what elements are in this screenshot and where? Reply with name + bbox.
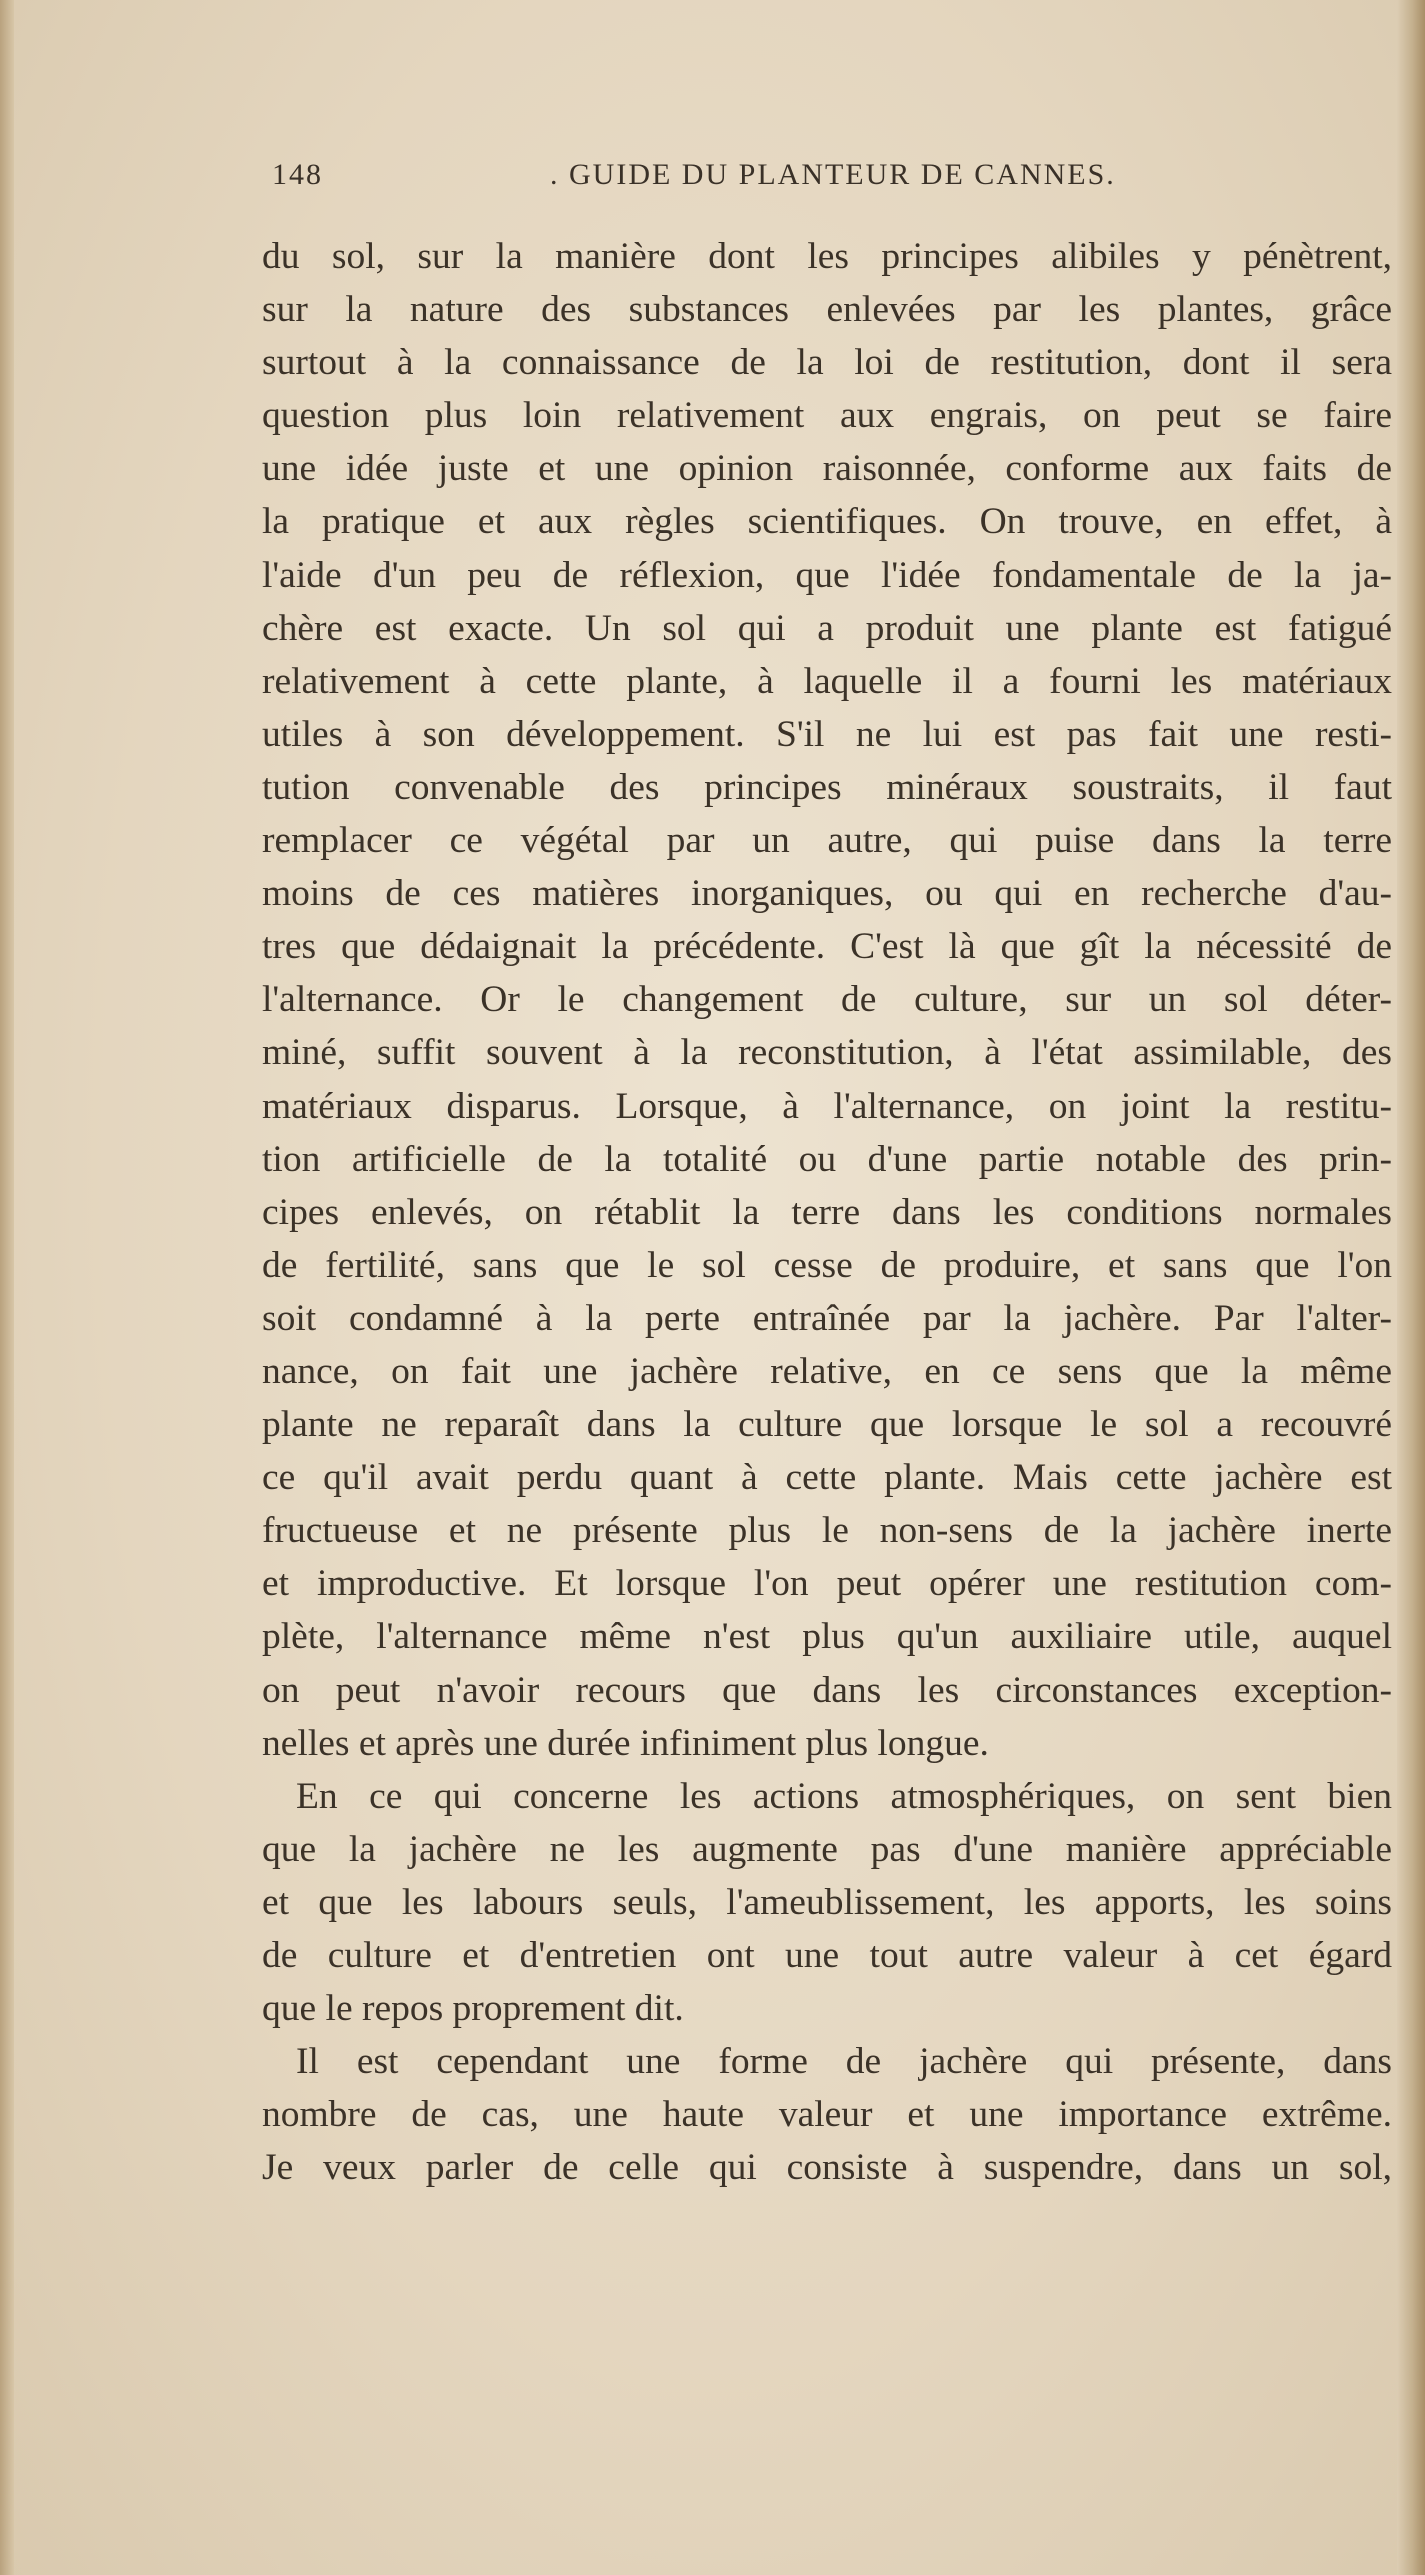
text-line: soit condamné à la perte entraînée par la jachère. Par l'alter- <box>262 1297 1392 1339</box>
text-line: miné, suffit souvent à la reconstitution, à l'état assimilable, des <box>262 1032 1392 1074</box>
text-line: que le repos proprement dit. <box>262 1988 684 2030</box>
text-line: moins de ces matières inorganiques, ou qui en recherche d'au- <box>262 873 1392 915</box>
page-number: 148 <box>272 158 323 191</box>
text-line: l'alternance. Or le changement de culture, sur un sol déter- <box>262 979 1392 1021</box>
text-line: tion artificielle de la totalité ou d'une partie notable des prin- <box>262 1138 1392 1180</box>
text-line: cipes enlevés, on rétablit la terre dans les conditions normales <box>262 1191 1392 1233</box>
text-line: Je veux parler de celle qui consiste à suspendre, dans un sol, <box>262 2147 1392 2189</box>
text-line: utiles à son développement. S'il ne lui est pas fait une resti- <box>262 713 1392 755</box>
text-line: nelles et après une durée infiniment plus longue. <box>262 1722 989 1764</box>
text-line: l'aide d'un peu de réflexion, que l'idée fondamentale de la ja- <box>262 554 1392 596</box>
text-line: la pratique et aux règles scientifiques. On trouve, en effet, à <box>262 501 1392 543</box>
running-header <box>272 158 1172 202</box>
text-line: nombre de cas, une haute valeur et une importance extrême. <box>262 2094 1392 2136</box>
text-line: fructueuse et ne présente plus le non-sens de la jachère inerte <box>262 1510 1392 1552</box>
text-line: sur la nature des substances enlevées par les plantes, grâce <box>262 289 1392 331</box>
page-right-edge <box>1397 0 1425 2575</box>
text-line: relativement à cette plante, à laquelle il a fourni les matériaux <box>262 660 1392 702</box>
text-line: ce qu'il avait perdu quant à cette plante. Mais cette jachère est <box>262 1457 1392 1499</box>
text-line: de culture et d'entretien ont une tout autre valeur à cet égard <box>262 1935 1392 1976</box>
running-title: . GUIDE DU PLANTEUR DE CANNES. <box>550 158 1116 191</box>
text-line: plante ne reparaît dans la culture que lorsque le sol a recouvré <box>262 1404 1392 1446</box>
text-line: que la jachère ne les augmente pas d'une manière appréciable <box>262 1828 1392 1870</box>
text-line: et improductive. Et lorsque l'on peut opérer une restitution com- <box>262 1563 1392 1605</box>
text-line: du sol, sur la manière dont les principes alibiles y pénètrent, <box>262 236 1392 277</box>
text-line: tres que dédaignait la précédente. C'est là que gît la nécessité de <box>262 926 1392 968</box>
text-line: on peut n'avoir recours que dans les circonstances exception- <box>262 1669 1392 1711</box>
text-line: remplacer ce végétal par un autre, qui puise dans la terre <box>262 820 1392 862</box>
text-line: et que les labours seuls, l'ameublissement, les apports, les soins <box>262 1881 1392 1923</box>
text-line: surtout à la connaissance de la loi de restitution, dont il sera <box>262 342 1392 384</box>
text-line: une idée juste et une opinion raisonnée, conforme aux faits de <box>262 448 1392 490</box>
text-line: Il est cependant une forme de jachère qui présente, dans <box>296 2041 1392 2083</box>
text-line: de fertilité, sans que le sol cesse de produire, et sans que l'on <box>262 1244 1392 1286</box>
text-line: plète, l'alternance même n'est plus qu'un auxiliaire utile, auquel <box>262 1616 1392 1658</box>
text-line: question plus loin relativement aux engrais, on peut se faire <box>262 395 1392 437</box>
text-line: nance, on fait une jachère relative, en ce sens que la même <box>262 1350 1392 1392</box>
text-line: En ce qui concerne les actions atmosphériques, on sent bien <box>296 1775 1392 1817</box>
text-line: chère est exacte. Un sol qui a produit une plante est fatigué <box>262 607 1392 649</box>
page-left-edge <box>0 0 14 2575</box>
body-text <box>262 230 1392 2194</box>
text-line: matériaux disparus. Lorsque, à l'alternance, on joint la restitu- <box>262 1085 1392 1127</box>
text-line: tution convenable des principes minéraux soustraits, il faut <box>262 766 1392 808</box>
